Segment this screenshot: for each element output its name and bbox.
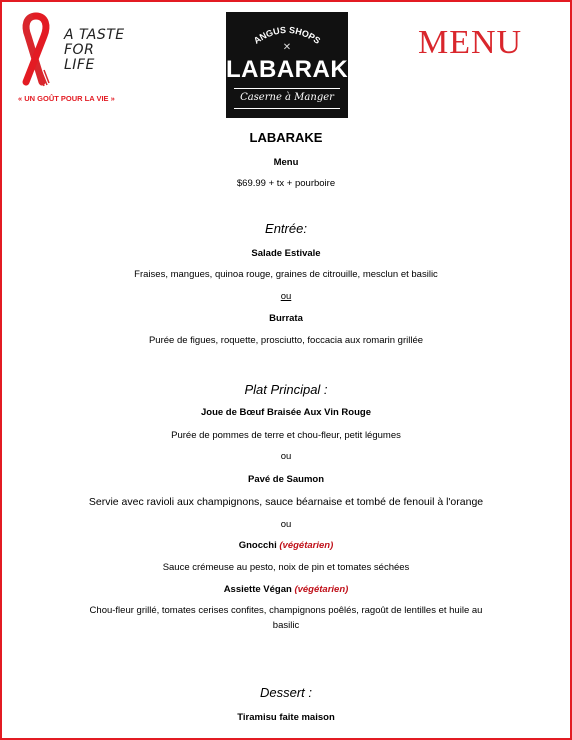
ribbon-icon	[16, 12, 56, 90]
dish-name: Tiramisu faite maison	[237, 712, 335, 723]
dish-name: Assiette Végan	[223, 584, 292, 595]
or-separator: ou	[280, 519, 292, 530]
menu-label: Menu	[273, 157, 299, 168]
dish-description: Fraises, mangues, quinoa rouge, graines de citrouille, mesclun et basilic	[134, 269, 438, 280]
logo-divider-bottom	[234, 108, 340, 109]
dish-name: Pavé de Saumon	[247, 474, 325, 485]
logo-name: LABARAKE	[226, 56, 365, 83]
taste-for-life-logo	[16, 12, 126, 107]
menu-heading: MENU	[418, 24, 523, 61]
crossed-utensils-icon: ✕	[282, 42, 292, 53]
dish-description: Purée de pommes de terre et chou-fleur, petit légumes	[171, 430, 401, 441]
logo-subtitle: Caserne à Manger	[240, 92, 334, 103]
dish-name: Gnocchi	[238, 540, 277, 551]
or-separator: ou	[280, 451, 292, 462]
taste-logo-tagline: « UN GOÛT POUR LA VIE »	[18, 94, 115, 103]
taste-logo-text	[64, 28, 126, 73]
dish-description: Servie avec ravioli aux champignons, sauce béarnaise et tombé de fenouil à l'orange	[88, 496, 484, 508]
dish-name: Salade Estivale	[251, 248, 321, 259]
dish-name-with-tag	[2, 540, 570, 551]
taste-logo-line2: FOR LIFE	[64, 42, 95, 73]
logo-divider	[234, 88, 340, 89]
dish-description-cont: basilic	[272, 620, 300, 631]
dish-description: Chou-fleur grillé, tomates cerises confites, champignons poêlés, ragoût de lentilles et huile au	[89, 605, 483, 616]
or-separator: ou	[280, 291, 292, 302]
labarake-logo	[226, 12, 365, 118]
dish-name: Joue de Bœuf Braisée Aux Vin Rouge	[201, 407, 371, 418]
restaurant-name: LABARAKE	[249, 130, 323, 145]
entree-heading: Entrée:	[265, 221, 307, 236]
dish-name-with-tag	[2, 584, 570, 595]
dish-description: Purée de figues, roquette, prosciutto, foccacia aux romarin grillée	[148, 335, 424, 346]
vegetarian-tag: (végétarien)	[279, 540, 334, 551]
dish-name: Burrata	[269, 313, 303, 324]
vegetarian-tag: (végétarien)	[294, 584, 349, 595]
plat-heading: Plat Principal :	[244, 382, 328, 397]
dish-description: Sauce crémeuse au pesto, noix de pin et tomates séchées	[162, 562, 410, 573]
svg-text:ANGUS SHOPS: ANGUS SHOPS	[251, 24, 323, 46]
price: $69.99 + tx + pourboire	[236, 178, 336, 189]
taste-logo-line1: A TASTE	[64, 27, 125, 43]
dessert-heading: Dessert :	[259, 685, 312, 700]
